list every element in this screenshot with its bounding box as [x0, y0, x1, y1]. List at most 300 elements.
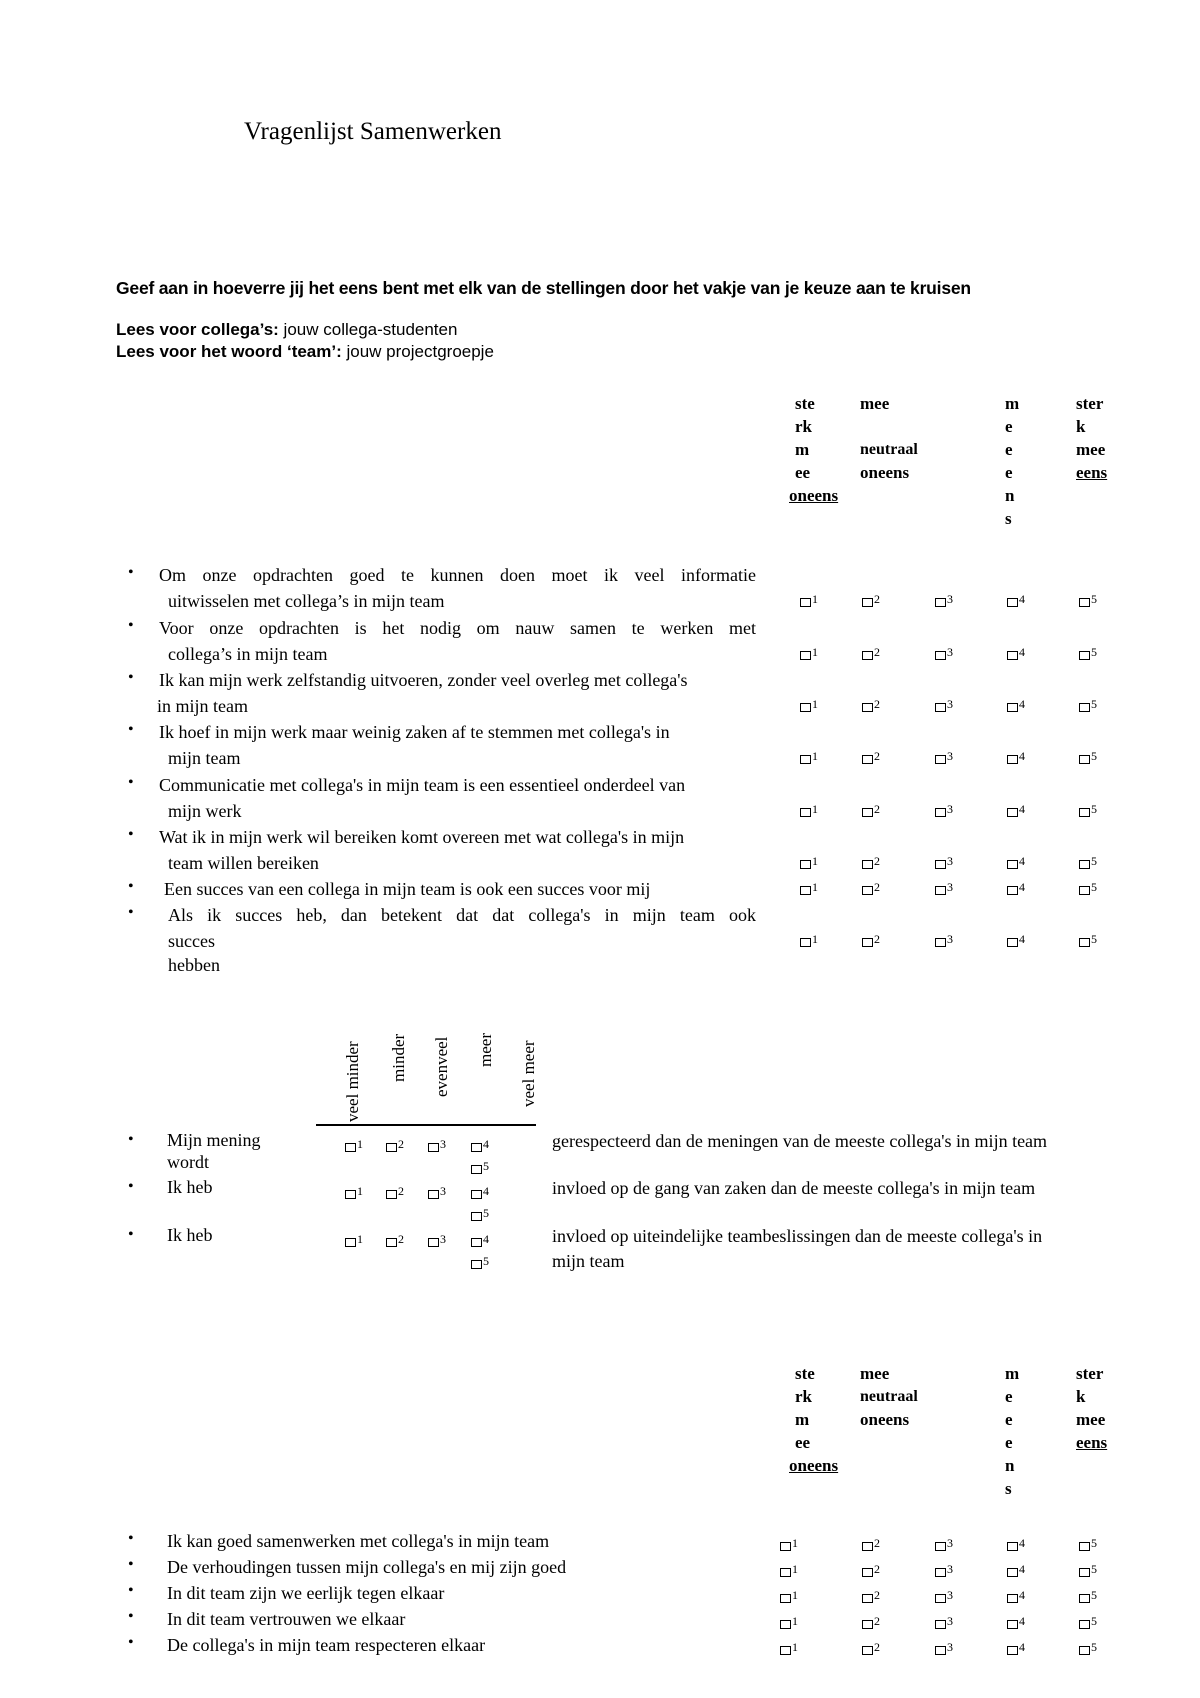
checkbox-square-icon[interactable]	[386, 1190, 397, 1199]
checkbox-number: 4	[1019, 697, 1025, 711]
checkbox-square-icon[interactable]	[345, 1190, 356, 1199]
checkbox-s3-4-1[interactable]	[780, 1614, 798, 1629]
checkbox-square-icon[interactable]	[1079, 1594, 1090, 1603]
checkbox-s3-2-1[interactable]	[780, 1562, 798, 1577]
checkbox-square-icon[interactable]	[428, 1190, 439, 1199]
checkbox-square-icon[interactable]	[1007, 1568, 1018, 1577]
bullet-icon: •	[128, 1608, 134, 1625]
checkbox-number: 4	[1019, 932, 1025, 946]
checkbox-s1-1-2[interactable]	[862, 592, 880, 607]
bullet-icon: •	[128, 1556, 134, 1573]
checkbox-square-icon[interactable]	[800, 860, 811, 869]
checkbox-square-icon[interactable]	[471, 1143, 482, 1152]
checkbox-s3-3-1[interactable]	[780, 1588, 798, 1603]
bullet-icon: •	[128, 774, 134, 791]
statement-lead-1: Ik heb	[167, 1225, 213, 1245]
checkbox-s1-6-2[interactable]	[862, 854, 880, 869]
checkbox-square-icon[interactable]	[1007, 1620, 1018, 1629]
statement-line-1: Ik hoef in mijn werk maar weinig zaken af te stemmen met collega's in	[159, 722, 670, 742]
checkbox-square-icon[interactable]	[1079, 1542, 1090, 1551]
note-colleagues-text: jouw collega-studenten	[278, 320, 458, 339]
checkbox-number: 2	[398, 1184, 404, 1198]
checkbox-square-icon[interactable]	[935, 703, 946, 712]
checkbox-number: 5	[1091, 1640, 1097, 1654]
checkbox-s1-1-1[interactable]	[800, 592, 818, 607]
checkbox-number: 2	[874, 1614, 880, 1628]
rating-header: meer	[476, 1033, 495, 1067]
note-team	[116, 342, 494, 362]
statement-rest-1: invloed op de gang van zaken dan de meeste collega's in mijn team	[552, 1178, 1036, 1198]
checkbox-number: 3	[947, 1588, 953, 1602]
bullet-icon: •	[128, 1530, 134, 1547]
checkbox-number: 5	[1091, 1588, 1097, 1602]
checkbox-square-icon[interactable]	[780, 1568, 791, 1577]
checkbox-s3-4-2[interactable]	[862, 1614, 880, 1629]
checkbox-number: 4	[1019, 1536, 1025, 1550]
checkbox-s1-6-5[interactable]	[1079, 854, 1097, 869]
checkbox-number: 4	[483, 1184, 489, 1198]
bullet-icon: •	[128, 878, 134, 895]
checkbox-number: 2	[874, 645, 880, 659]
checkbox-number: 5	[1091, 854, 1097, 868]
checkbox-s1-4-2[interactable]	[862, 749, 880, 764]
checkbox-s3-4-4[interactable]	[1007, 1614, 1025, 1629]
checkbox-s1-7-5[interactable]	[1079, 880, 1097, 895]
checkbox-square-icon[interactable]	[862, 598, 873, 607]
checkbox-number: 2	[874, 1562, 880, 1576]
checkbox-square-icon[interactable]	[471, 1190, 482, 1199]
rating-header: evenveel	[432, 1036, 451, 1097]
page-title: Vragenlijst Samenwerken	[244, 118, 502, 145]
checkbox-number: 1	[812, 749, 818, 763]
checkbox-s2-3-5[interactable]	[471, 1254, 489, 1269]
checkbox-number: 3	[440, 1184, 446, 1198]
checkbox-s1-6-1[interactable]	[800, 854, 818, 869]
checkbox-s3-1-4[interactable]	[1007, 1536, 1025, 1551]
checkbox-number: 1	[357, 1137, 363, 1151]
checkbox-number: 1	[792, 1536, 798, 1550]
bullet-icon: •	[128, 669, 134, 686]
checkbox-number: 5	[1091, 645, 1097, 659]
checkbox-number: 1	[812, 880, 818, 894]
statement-line-1: Wat ik in mijn werk wil bereiken komt overeen met wat collega's in mijn	[159, 827, 685, 847]
checkbox-square-icon[interactable]	[800, 886, 811, 895]
checkbox-s1-8-2[interactable]	[862, 932, 880, 947]
checkbox-s3-2-3[interactable]	[935, 1562, 953, 1577]
checkbox-s2-2-4[interactable]	[471, 1184, 489, 1199]
instruction: Geef aan in hoeverre jij het eens bent met elk van de stellingen door het vakje van je keuze aan te kruisen	[116, 278, 971, 298]
checkbox-s2-1-2[interactable]	[386, 1137, 404, 1152]
checkbox-s3-5-4[interactable]	[1007, 1640, 1025, 1655]
checkbox-number: 3	[947, 1536, 953, 1550]
checkbox-number: 5	[1091, 932, 1097, 946]
checkbox-s1-5-5[interactable]	[1079, 802, 1097, 817]
checkbox-number: 3	[947, 592, 953, 606]
statement-line-2: uitwisselen met collega’s in mijn team	[168, 591, 445, 611]
checkbox-s3-5-5[interactable]	[1079, 1640, 1097, 1655]
checkbox-square-icon[interactable]	[1007, 1542, 1018, 1551]
bullet-icon: •	[128, 1226, 134, 1243]
checkbox-s2-2-2[interactable]	[386, 1184, 404, 1199]
checkbox-s2-3-2[interactable]	[386, 1232, 404, 1247]
statement-line-2: succes	[168, 931, 215, 951]
checkbox-square-icon[interactable]	[862, 938, 873, 947]
statement-lead-1: Ik heb	[167, 1177, 213, 1197]
checkbox-square-icon[interactable]	[1079, 703, 1090, 712]
checkbox-number: 2	[874, 1640, 880, 1654]
checkbox-square-icon[interactable]	[862, 651, 873, 660]
checkbox-s3-2-2[interactable]	[862, 1562, 880, 1577]
checkbox-number: 4	[1019, 645, 1025, 659]
checkbox-s2-1-4[interactable]	[471, 1137, 489, 1152]
checkbox-s3-3-4[interactable]	[1007, 1588, 1025, 1603]
scale-header-1-col2: mee neutraal oneens	[860, 394, 918, 482]
checkbox-square-icon[interactable]	[800, 938, 811, 947]
checkbox-square-icon[interactable]	[862, 1542, 873, 1551]
checkbox-s1-3-5[interactable]	[1079, 697, 1097, 712]
checkbox-s1-2-2[interactable]	[862, 645, 880, 660]
scale-header-2-col5: ster k mee eens	[1076, 1364, 1108, 1452]
checkbox-number: 4	[483, 1232, 489, 1246]
checkbox-number: 4	[1019, 749, 1025, 763]
checkbox-number: 1	[792, 1640, 798, 1654]
checkbox-square-icon[interactable]	[1007, 598, 1018, 607]
statement-line-1: Communicatie met collega's in mijn team is een essentieel onderdeel van	[159, 775, 686, 795]
scale-header-2-col1: ste rk m ee oneens	[789, 1364, 839, 1475]
checkbox-number: 5	[1091, 1562, 1097, 1576]
statement: De collega's in mijn team respecteren elkaar	[167, 1635, 486, 1655]
checkbox-square-icon[interactable]	[1079, 938, 1090, 947]
checkbox-number: 2	[874, 802, 880, 816]
checkbox-number: 2	[874, 1536, 880, 1550]
checkbox-number: 1	[812, 645, 818, 659]
statement-line-2: collega’s in mijn team	[168, 644, 328, 664]
checkbox-square-icon[interactable]	[1079, 598, 1090, 607]
checkbox-s2-1-3[interactable]	[428, 1137, 446, 1152]
checkbox-number: 4	[1019, 592, 1025, 606]
checkbox-square-icon[interactable]	[428, 1238, 439, 1247]
checkbox-number: 3	[947, 854, 953, 868]
checkbox-number: 1	[792, 1562, 798, 1576]
checkbox-square-icon[interactable]	[1079, 1646, 1090, 1655]
statement-line-1: Als ik succes heb, dan betekent dat dat collega's in mijn team ook	[168, 905, 756, 925]
checkbox-s1-8-3[interactable]	[935, 932, 953, 947]
checkbox-s1-7-2[interactable]	[862, 880, 880, 895]
checkbox-square-icon[interactable]	[862, 1594, 873, 1603]
checkbox-number: 4	[1019, 1588, 1025, 1602]
checkbox-square-icon[interactable]	[935, 1594, 946, 1603]
checkbox-square-icon[interactable]	[1007, 886, 1018, 895]
statement-line-1: Om onze opdrachten goed te kunnen doen moet ik veel informatie	[159, 565, 756, 585]
checkbox-number: 5	[483, 1159, 489, 1173]
checkbox-square-icon[interactable]	[1007, 860, 1018, 869]
statement-rest-2: mijn team	[552, 1251, 625, 1271]
checkbox-s2-2-5[interactable]	[471, 1206, 489, 1221]
checkbox-square-icon[interactable]	[800, 703, 811, 712]
checkbox-s1-4-1[interactable]	[800, 749, 818, 764]
checkbox-s2-2-3[interactable]	[428, 1184, 446, 1199]
checkbox-square-icon[interactable]	[780, 1542, 791, 1551]
scale-header-2-col4: m e e e n s	[1005, 1364, 1020, 1498]
checkbox-number: 3	[947, 932, 953, 946]
checkbox-number: 5	[1091, 749, 1097, 763]
checkbox-square-icon[interactable]	[862, 808, 873, 817]
checkbox-number: 5	[1091, 802, 1097, 816]
checkbox-number: 1	[357, 1232, 363, 1246]
bullet-icon: •	[128, 1634, 134, 1651]
checkbox-number: 3	[947, 1640, 953, 1654]
checkbox-s1-7-4[interactable]	[1007, 880, 1025, 895]
checkbox-s3-5-2[interactable]	[862, 1640, 880, 1655]
checkbox-square-icon[interactable]	[862, 703, 873, 712]
checkbox-number: 4	[1019, 802, 1025, 816]
checkbox-number: 2	[398, 1232, 404, 1246]
statement-rest-1: gerespecteerd dan de meningen van de meeste collega's in mijn team	[552, 1131, 1048, 1151]
checkbox-s1-4-4[interactable]	[1007, 749, 1025, 764]
checkbox-square-icon[interactable]	[935, 1568, 946, 1577]
checkbox-square-icon[interactable]	[1007, 938, 1018, 947]
bullet-icon: •	[128, 617, 134, 634]
checkbox-s1-2-3[interactable]	[935, 645, 953, 660]
statement: In dit team zijn we eerlijk tegen elkaar	[167, 1583, 445, 1603]
checkbox-square-icon[interactable]	[1079, 808, 1090, 817]
scale-header-1-col1: ste rk m ee oneens	[789, 394, 839, 505]
checkbox-s3-3-3[interactable]	[935, 1588, 953, 1603]
statement-line-2: team willen bereiken	[168, 853, 319, 873]
checkbox-s1-1-4[interactable]	[1007, 592, 1025, 607]
note-team-text: jouw projectgroepje	[341, 342, 494, 361]
bullet-icon: •	[128, 826, 134, 843]
checkbox-square-icon[interactable]	[800, 755, 811, 764]
checkbox-square-icon[interactable]	[471, 1165, 482, 1174]
checkbox-s1-5-2[interactable]	[862, 802, 880, 817]
checkbox-number: 2	[874, 749, 880, 763]
statement-lead-2: wordt	[167, 1152, 209, 1172]
checkbox-number: 3	[440, 1232, 446, 1246]
checkbox-s1-8-1[interactable]	[800, 932, 818, 947]
checkbox-number: 4	[1019, 854, 1025, 868]
statement-lead-1: Mijn mening	[167, 1130, 261, 1150]
checkbox-number: 5	[483, 1206, 489, 1220]
checkbox-square-icon[interactable]	[1079, 1568, 1090, 1577]
checkbox-square-icon[interactable]	[386, 1143, 397, 1152]
checkbox-square-icon[interactable]	[1007, 755, 1018, 764]
checkbox-square-icon[interactable]	[1007, 1594, 1018, 1603]
checkbox-s1-8-4[interactable]	[1007, 932, 1025, 947]
checkbox-square-icon[interactable]	[935, 1542, 946, 1551]
checkbox-s1-1-3[interactable]	[935, 592, 953, 607]
checkbox-s1-2-4[interactable]	[1007, 645, 1025, 660]
scale-header-1-col5: ster k mee eens	[1076, 394, 1108, 482]
note-colleagues	[116, 320, 457, 340]
checkbox-s1-3-2[interactable]	[862, 697, 880, 712]
bullet-icon: •	[128, 1131, 134, 1148]
statement-line-2: mijn werk	[168, 801, 242, 821]
note-team-label: Lees voor het woord ‘team’:	[116, 342, 342, 361]
checkbox-s1-6-4[interactable]	[1007, 854, 1025, 869]
checkbox-square-icon[interactable]	[1007, 703, 1018, 712]
checkbox-square-icon[interactable]	[1079, 1620, 1090, 1629]
checkbox-square-icon[interactable]	[780, 1646, 791, 1655]
checkbox-number: 5	[1091, 1614, 1097, 1628]
checkbox-s1-3-1[interactable]	[800, 697, 818, 712]
statement: De verhoudingen tussen mijn collega's en mij zijn goed	[167, 1557, 567, 1577]
checkbox-square-icon[interactable]	[935, 808, 946, 817]
checkbox-number: 3	[947, 1614, 953, 1628]
checkbox-number: 1	[792, 1614, 798, 1628]
checkbox-number: 4	[1019, 1640, 1025, 1654]
checkbox-s1-4-5[interactable]	[1079, 749, 1097, 764]
checkbox-number: 4	[1019, 880, 1025, 894]
checkbox-square-icon[interactable]	[935, 938, 946, 947]
checkbox-square-icon[interactable]	[862, 860, 873, 869]
checkbox-square-icon[interactable]	[780, 1620, 791, 1629]
checkbox-s3-3-5[interactable]	[1079, 1588, 1097, 1603]
checkbox-square-icon[interactable]	[386, 1238, 397, 1247]
checkbox-number: 5	[1091, 1536, 1097, 1550]
checkbox-square-icon[interactable]	[862, 1568, 873, 1577]
checkbox-square-icon[interactable]	[800, 651, 811, 660]
checkbox-number: 5	[1091, 697, 1097, 711]
checkbox-number: 3	[947, 1562, 953, 1576]
checkbox-s3-4-3[interactable]	[935, 1614, 953, 1629]
bullet-icon: •	[128, 1582, 134, 1599]
checkbox-number: 2	[874, 880, 880, 894]
checkbox-square-icon[interactable]	[935, 1620, 946, 1629]
checkbox-number: 4	[1019, 1614, 1025, 1628]
checkbox-number: 2	[874, 697, 880, 711]
checkbox-square-icon[interactable]	[428, 1143, 439, 1152]
checkbox-number: 2	[398, 1137, 404, 1151]
checkbox-s1-2-1[interactable]	[800, 645, 818, 660]
checkbox-s3-1-3[interactable]	[935, 1536, 953, 1551]
checkbox-square-icon[interactable]	[800, 598, 811, 607]
statement-line-1: Voor onze opdrachten is het nodig om nauw samen te werken met	[159, 618, 756, 638]
checkbox-square-icon[interactable]	[862, 886, 873, 895]
checkbox-s3-2-4[interactable]	[1007, 1562, 1025, 1577]
checkbox-number: 3	[947, 802, 953, 816]
checkbox-s1-3-3[interactable]	[935, 697, 953, 712]
checkbox-square-icon[interactable]	[1007, 651, 1018, 660]
bullet-icon: •	[128, 721, 134, 738]
checkbox-s1-8-5[interactable]	[1079, 932, 1097, 947]
statement-line-2: mijn team	[168, 748, 241, 768]
statement: Ik kan goed samenwerken met collega's in mijn team	[167, 1531, 550, 1551]
checkbox-square-icon[interactable]	[1007, 808, 1018, 817]
checkbox-number: 1	[792, 1588, 798, 1602]
statement-rest-1: invloed op uiteindelijke teambeslissingen dan de meeste collega's in	[552, 1226, 1043, 1246]
checkbox-square-icon[interactable]	[780, 1594, 791, 1603]
checkbox-s3-2-5[interactable]	[1079, 1562, 1097, 1577]
checkbox-square-icon[interactable]	[471, 1238, 482, 1247]
rating-header: minder	[389, 1033, 408, 1082]
statement-line-1: Ik kan mijn werk zelfstandig uitvoeren, zonder veel overleg met collega's	[159, 670, 688, 690]
statement: In dit team vertrouwen we elkaar	[167, 1609, 406, 1629]
checkbox-number: 1	[812, 697, 818, 711]
checkbox-s2-3-4[interactable]	[471, 1232, 489, 1247]
checkbox-number: 3	[947, 697, 953, 711]
checkbox-square-icon[interactable]	[345, 1143, 356, 1152]
checkbox-s2-3-1[interactable]	[345, 1232, 363, 1247]
checkbox-s3-5-1[interactable]	[780, 1640, 798, 1655]
checkbox-s1-5-3[interactable]	[935, 802, 953, 817]
checkbox-s2-1-5[interactable]	[471, 1159, 489, 1174]
bullet-icon: •	[128, 1178, 134, 1195]
checkbox-s2-3-3[interactable]	[428, 1232, 446, 1247]
bullet-icon: •	[128, 564, 134, 581]
checkbox-number: 3	[440, 1137, 446, 1151]
checkbox-square-icon[interactable]	[935, 651, 946, 660]
statement-line-1: Een succes van een collega in mijn team is ook een succes voor mij	[164, 879, 651, 899]
checkbox-square-icon[interactable]	[935, 598, 946, 607]
checkbox-square-icon[interactable]	[1079, 860, 1090, 869]
checkbox-square-icon[interactable]	[862, 755, 873, 764]
checkbox-s3-4-5[interactable]	[1079, 1614, 1097, 1629]
checkbox-square-icon[interactable]	[471, 1260, 482, 1269]
checkbox-number: 1	[812, 802, 818, 816]
checkbox-s1-5-1[interactable]	[800, 802, 818, 817]
checkbox-s1-7-1[interactable]	[800, 880, 818, 895]
checkbox-s1-6-3[interactable]	[935, 854, 953, 869]
checkbox-s2-1-1[interactable]	[345, 1137, 363, 1152]
checkbox-square-icon[interactable]	[1007, 1646, 1018, 1655]
checkbox-number: 1	[357, 1184, 363, 1198]
checkbox-number: 2	[874, 592, 880, 606]
checkbox-square-icon[interactable]	[935, 860, 946, 869]
statement-line-3: hebben	[168, 955, 220, 975]
checkbox-square-icon[interactable]	[1079, 755, 1090, 764]
checkbox-square-icon[interactable]	[471, 1212, 482, 1221]
checkbox-number: 1	[812, 932, 818, 946]
checkbox-s3-1-1[interactable]	[780, 1536, 798, 1551]
checkbox-number: 2	[874, 1588, 880, 1602]
checkbox-square-icon[interactable]	[935, 886, 946, 895]
checkbox-number: 1	[812, 854, 818, 868]
checkbox-square-icon[interactable]	[935, 1646, 946, 1655]
checkbox-number: 3	[947, 880, 953, 894]
checkbox-s1-2-5[interactable]	[1079, 645, 1097, 660]
checkbox-s1-5-4[interactable]	[1007, 802, 1025, 817]
checkbox-square-icon[interactable]	[800, 808, 811, 817]
checkbox-s1-1-5[interactable]	[1079, 592, 1097, 607]
section-2-header-line	[316, 1124, 536, 1126]
checkbox-square-icon[interactable]	[862, 1620, 873, 1629]
rating-header: veel meer	[519, 1040, 538, 1107]
checkbox-number: 3	[947, 749, 953, 763]
checkbox-square-icon[interactable]	[935, 755, 946, 764]
checkbox-s3-5-3[interactable]	[935, 1640, 953, 1655]
checkbox-number: 5	[1091, 880, 1097, 894]
note-colleagues-label: Lees voor collega’s:	[116, 320, 279, 339]
checkbox-number: 2	[874, 932, 880, 946]
checkbox-s1-7-3[interactable]	[935, 880, 953, 895]
checkbox-s2-2-1[interactable]	[345, 1184, 363, 1199]
checkbox-number: 5	[1091, 592, 1097, 606]
rating-header: veel minder	[343, 1041, 362, 1122]
checkbox-s1-4-3[interactable]	[935, 749, 953, 764]
checkbox-square-icon[interactable]	[1079, 886, 1090, 895]
scale-header-1-col4: m e e e n s	[1005, 394, 1020, 528]
checkbox-square-icon[interactable]	[345, 1238, 356, 1247]
checkbox-s3-1-5[interactable]	[1079, 1536, 1097, 1551]
checkbox-square-icon[interactable]	[862, 1646, 873, 1655]
checkbox-s3-3-2[interactable]	[862, 1588, 880, 1603]
checkbox-square-icon[interactable]	[1079, 651, 1090, 660]
checkbox-s3-1-2[interactable]	[862, 1536, 880, 1551]
checkbox-s1-3-4[interactable]	[1007, 697, 1025, 712]
checkbox-number: 3	[947, 645, 953, 659]
bullet-icon: •	[128, 904, 134, 921]
